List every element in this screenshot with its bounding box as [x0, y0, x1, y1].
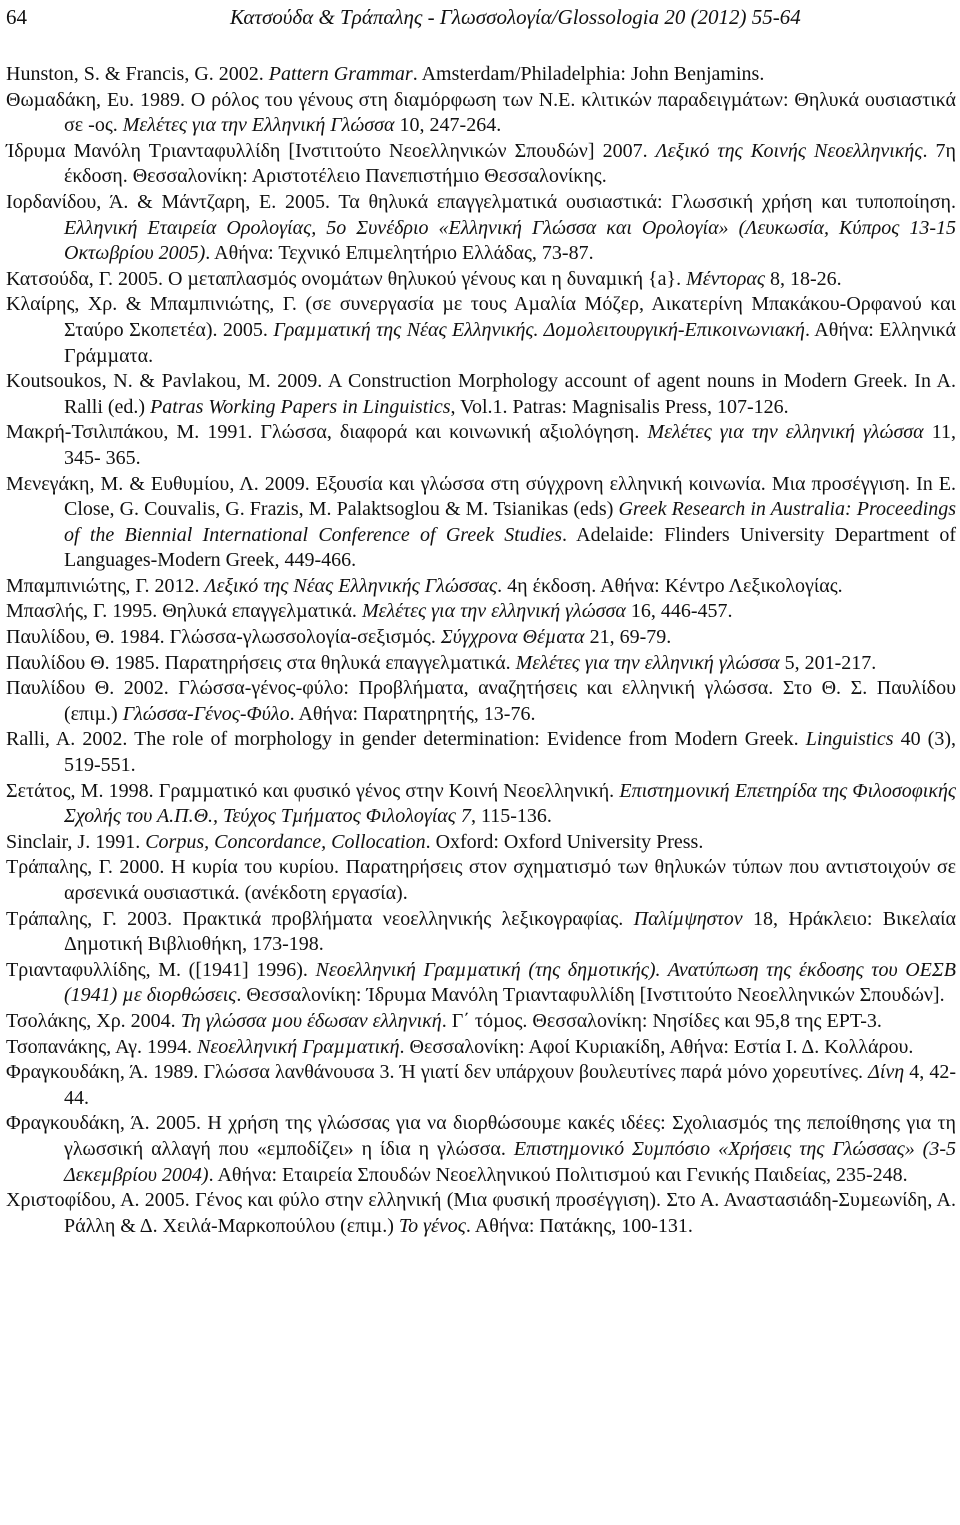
reference-title-italic: Μελέτες για την ελληνική γλώσσα: [515, 651, 780, 674]
running-head: Κατσούδα & Τράπαλης - Γλωσσολογία/Glossologia 20 (2012) 55-64: [230, 5, 801, 29]
reference-text: . Adelaide: Flinders University Department of Languages-Modern Greek, 449-466.: [64, 523, 956, 572]
reference-text: Μπασλής, Γ. 1995. Θηλυκά επαγγελµατικά.: [6, 600, 362, 623]
reference-text: Sinclair, J. 1991.: [6, 830, 146, 853]
reference-title-italic: Τη γλώσσα µου έδωσαν ελληνική: [180, 1009, 442, 1032]
reference-entry: [6, 907, 956, 958]
reference-title-italic: Ελληνική Εταιρεία Ορολογίας, 5ο Συνέδριο «Ελληνική Γλώσσα και Ορολογία» (Λευκωσία, Κύπρος 13-15 Οκτωβρίου 2005): [64, 216, 956, 265]
reference-text: . Αθήνα: Πατάκης, 100-131.: [465, 1214, 693, 1237]
reference-title-italic: Επιστηµονική Επετηρίδα της Φιλοσοφικής Σχολής του Α.Π.Θ., Τεύχος Τµήµατος Φιλολογίας 7: [64, 779, 956, 828]
reference-entry: [6, 420, 956, 471]
reference-title-italic: Linguistics: [805, 728, 894, 751]
reference-text: Σετάτος, Μ. 1998. Γραµµατικό και φυσικό γένος στην Κοινή Νεοελληνική.: [6, 779, 620, 802]
reference-text: Ιορδανίδου, Ά. & Μάντζαρη, Ε. 2005. Τα θηλυκά επαγγελµατικά ουσιαστικά: Γλωσσική χρήση και τυποποίηση.: [6, 190, 956, 213]
reference-entry: [6, 958, 956, 1009]
page-header: [6, 0, 946, 34]
reference-text: Φραγκουδάκη, Ά. 1989. Γλώσσα λανθάνουσα 3. Ή γιατί δεν υπάρχουν βουλευτίνες παρά µόνο χορευτίνες.: [6, 1061, 869, 1084]
reference-title-italic: Νεοελληνική Γραµµατική (της δηµοτικής). Ανατύπωση της έκδοσης του ΟΕΣΒ (1941) µε διορθώσεις: [64, 958, 956, 1007]
reference-text: . Θεσσαλονίκη: Αφοί Κυριακίδη, Αθήνα: Εστία Ι. Δ. Κολλάρου.: [399, 1035, 914, 1058]
reference-text: . Αθήνα: Τεχνικό Επιµελητήριο Ελλάδας, 73-87.: [205, 242, 594, 265]
reference-text: 40 (3), 519-551.: [64, 728, 957, 777]
reference-text: . 7η έκδοση. Θεσσαλονίκη: Αριστοτέλειο Πανεπιστήµιο Θεσσαλονίκης.: [64, 139, 956, 188]
reference-text: Παυλίδου Θ. 2002. Γλώσσα-γένος-φύλο: Προβλήµατα, αναζητήσεις και ελληνική γλώσσα. Στο Θ. Σ. Παυλίδου (επιµ.): [6, 677, 956, 725]
reference-entry: [6, 625, 956, 651]
reference-entry: [6, 292, 956, 369]
reference-text: . Αθήνα: Εταιρεία Σπουδών Νεοελληνικού Πολιτισµού και Γενικής Παιδείας, 235-248.: [208, 1163, 908, 1186]
reference-entry: [6, 574, 956, 600]
reference-text: . Αθήνα: Ελληνικά Γράµµατα.: [64, 318, 957, 367]
reference-text: 10, 247-264.: [394, 114, 502, 137]
reference-entry: [6, 62, 956, 88]
reference-text: Κλαίρης, Χρ. & Μπαµπινιώτης, Γ. (σε συνεργασία µε τους Αµαλία Μόζερ, Αικατερίνη Μπακάκου-Ορφανού και Σταύρο Σκοπετέα). 2005.: [6, 293, 956, 341]
reference-text: 21, 69-79.: [584, 626, 672, 649]
reference-text: Θωµαδάκη, Ευ. 1989. Ο ρόλος του γένους στη διαµόρφωση των Ν.Ε. κλιτικών παραδειγµάτων: Θηλυκά ουσιαστικά σε -ος.: [6, 88, 956, 137]
page-number: 64: [6, 5, 27, 29]
reference-text: , Vol.1. Patras: Magnisalis Press, 107-126.: [450, 395, 789, 418]
reference-text: Τράπαλης, Γ. 2000. Η κυρία του κυρίου. Παρατηρήσεις στον σχηµατισµό των θηλυκών τύπων που αντιστοιχούν σε αρσενικά ουσιαστικά. (ανέκδοτη εργασία).: [6, 856, 956, 904]
reference-entry: [6, 1111, 956, 1188]
reference-entry: [6, 676, 956, 727]
reference-text: Χριστοφίδου, Α. 2005. Γένος και φύλο στην ελληνική (Μια φυσική προσέγγιση). Στο Α. Αναστασιάδη-Συµεωνίδη, Α. Ράλλη & Δ. Χειλά-Μαρκοπούλου (επιµ.): [6, 1189, 956, 1237]
reference-entry: [6, 369, 956, 420]
reference-entry: [6, 139, 956, 190]
reference-entry: [6, 1060, 956, 1111]
reference-entry: [6, 779, 956, 830]
reference-title-italic: Επιστηµονικό Συµπόσιο «Χρήσεις της Γλώσσας» (3-5 Δεκεµβρίου 2004): [64, 1137, 956, 1186]
reference-text: 11, 345- 365.: [64, 421, 956, 469]
reference-title-italic: Corpus, Concordance, Collocation: [145, 830, 426, 853]
reference-text: Τράπαλης, Γ. 2003. Πρακτικά προβλήµατα νεοελληνικής λεξικογραφίας.: [6, 907, 634, 930]
reference-text: . Amsterdam/Philadelphia: John Benjamins.: [412, 63, 765, 85]
reference-text: . 4η έκδοση. Αθήνα: Κέντρο Λεξικολογίας.: [497, 574, 843, 597]
reference-entry: [6, 855, 956, 906]
reference-text: 16, 446-457.: [625, 600, 733, 623]
reference-entry: [6, 1188, 956, 1239]
reference-text: . Γ΄ τόµος. Θεσσαλονίκη: Νησίδες και 95,8 της ΕΡΤ-3.: [441, 1009, 882, 1032]
reference-text: Τριανταφυλλίδης, Μ. ([1941] 1996).: [6, 958, 316, 981]
reference-title-italic: Γραµµατική της Νέας Ελληνικής. Δοµολειτουργική-Επικοινωνιακή: [273, 318, 805, 341]
reference-text: Φραγκουδάκη, Ά. 2005. Η χρήση της γλώσσας για να διορθώσουµε κακές ιδέες: Σχολιασµός της πεποίθησης για τη γλωσσική αλλαγή που «εµποδίζει» η ίδια η γλώσσα.: [6, 1112, 956, 1160]
reference-title-italic: Σύγχρονα Θέµατα: [440, 626, 585, 649]
reference-text: Ίδρυµα Μανόλη Τριανταφυλλίδη [Ινστιτούτο Νεοελληνικών Σπουδών] 2007.: [6, 139, 656, 162]
reference-title-italic: Νεοελληνική Γραµµατική: [196, 1035, 400, 1058]
reference-text: Ralli, A. 2002. The role of morphology in gender determination: Evidence from Modern Greek.: [6, 728, 806, 751]
reference-title-italic: Γλώσσα-Γένος-Φύλο: [122, 702, 290, 725]
reference-text: Παυλίδου, Θ. 1984. Γλώσσα-γλωσσολογία-σεξισµός.: [6, 626, 441, 649]
reference-text: 5, 201-217.: [779, 651, 877, 674]
reference-title-italic: Δίνη: [868, 1061, 905, 1084]
reference-entry: [6, 190, 956, 267]
reference-entry: [6, 88, 956, 139]
reference-text: Κατσούδα, Γ. 2005. Ο µεταπλασµός ονοµάτων θηλυκού γένους και η δυναµική {a}.: [6, 267, 687, 290]
reference-title-italic: Μέντορας: [686, 267, 765, 290]
reference-title-italic: Μελέτες για την ελληνική γλώσσα: [647, 421, 924, 444]
reference-list: [6, 62, 956, 1239]
reference-title-italic: Greek Research in Australia: Proceedings of the Biennial International Conference of Greek Studies: [64, 498, 957, 546]
reference-title-italic: Pattern Grammar: [268, 63, 413, 85]
reference-text: Μπαµπινιώτης, Γ. 2012.: [6, 574, 205, 597]
reference-entry: [6, 472, 956, 574]
reference-entry: [6, 651, 956, 677]
reference-entry: [6, 1035, 956, 1061]
reference-title-italic: Μελέτες για την ελληνική γλώσσα: [361, 600, 626, 623]
reference-text: Hunston, S. & Francis, G. 2002.: [6, 63, 269, 85]
reference-title-italic: Παλίµψηστον: [633, 907, 743, 930]
reference-text: Τσοπανάκης, Αγ. 1994.: [6, 1035, 197, 1058]
reference-entry: [6, 1009, 956, 1035]
reference-text: Μακρή-Τσιλιπάκου, Μ. 1991. Γλώσσα, διαφορά και κοινωνική αξιολόγηση.: [6, 421, 648, 444]
reference-text: , 115-136.: [470, 805, 552, 828]
reference-text: Παυλίδου Θ. 1985. Παρατηρήσεις στα θηλυκά επαγγελµατικά.: [6, 651, 516, 674]
reference-text: 4, 42-44.: [64, 1061, 956, 1109]
reference-title-italic: Λεξικό της Κοινής Νεοελληνικής: [655, 139, 923, 162]
reference-text: . Θεσσαλονίκη: Ίδρυµα Μανόλη Τριανταφυλλίδη [Ινστιτούτο Νεοελληνικών Σπουδών].: [236, 984, 945, 1007]
reference-text: Koutsoukos, N. & Pavlakou, M. 2009. A Construction Morphology account of agent nouns in Modern Greek. In A. Ralli (ed.): [6, 370, 956, 418]
reference-entry: [6, 727, 956, 778]
reference-title-italic: Λεξικό της Νέας Ελληνικής Γλώσσας: [204, 574, 498, 597]
reference-text: 8, 18-26.: [764, 267, 842, 290]
reference-text: Μενεγάκη, Μ. & Ευθυµίου, Λ. 2009. Εξουσία και γλώσσα στη σύγχρονη ελληνική κοινωνία. Μια προσέγγιση. In E. Close, G. Couvalis, G. Frazis, M. Palaktsoglou & M. Tsianikas (eds): [6, 472, 956, 521]
reference-entry: [6, 599, 956, 625]
reference-text: . Oxford: Oxford University Press.: [425, 830, 704, 853]
reference-title-italic: Το γένος: [398, 1214, 466, 1237]
reference-text: 18, Ηράκλειο: Βικελαία Δηµοτική Βιβλιοθήκη, 173-198.: [64, 907, 956, 956]
reference-title-italic: Patras Working Papers in Linguistics: [150, 395, 451, 418]
reference-title-italic: Μελέτες για την Ελληνική Γλώσσα: [122, 114, 395, 137]
reference-text: . Αθήνα: Παρατηρητής, 13-76.: [289, 702, 536, 725]
reference-text: Τσολάκης, Χρ. 2004.: [6, 1009, 181, 1032]
reference-entry: [6, 267, 956, 293]
reference-entry: [6, 830, 956, 856]
